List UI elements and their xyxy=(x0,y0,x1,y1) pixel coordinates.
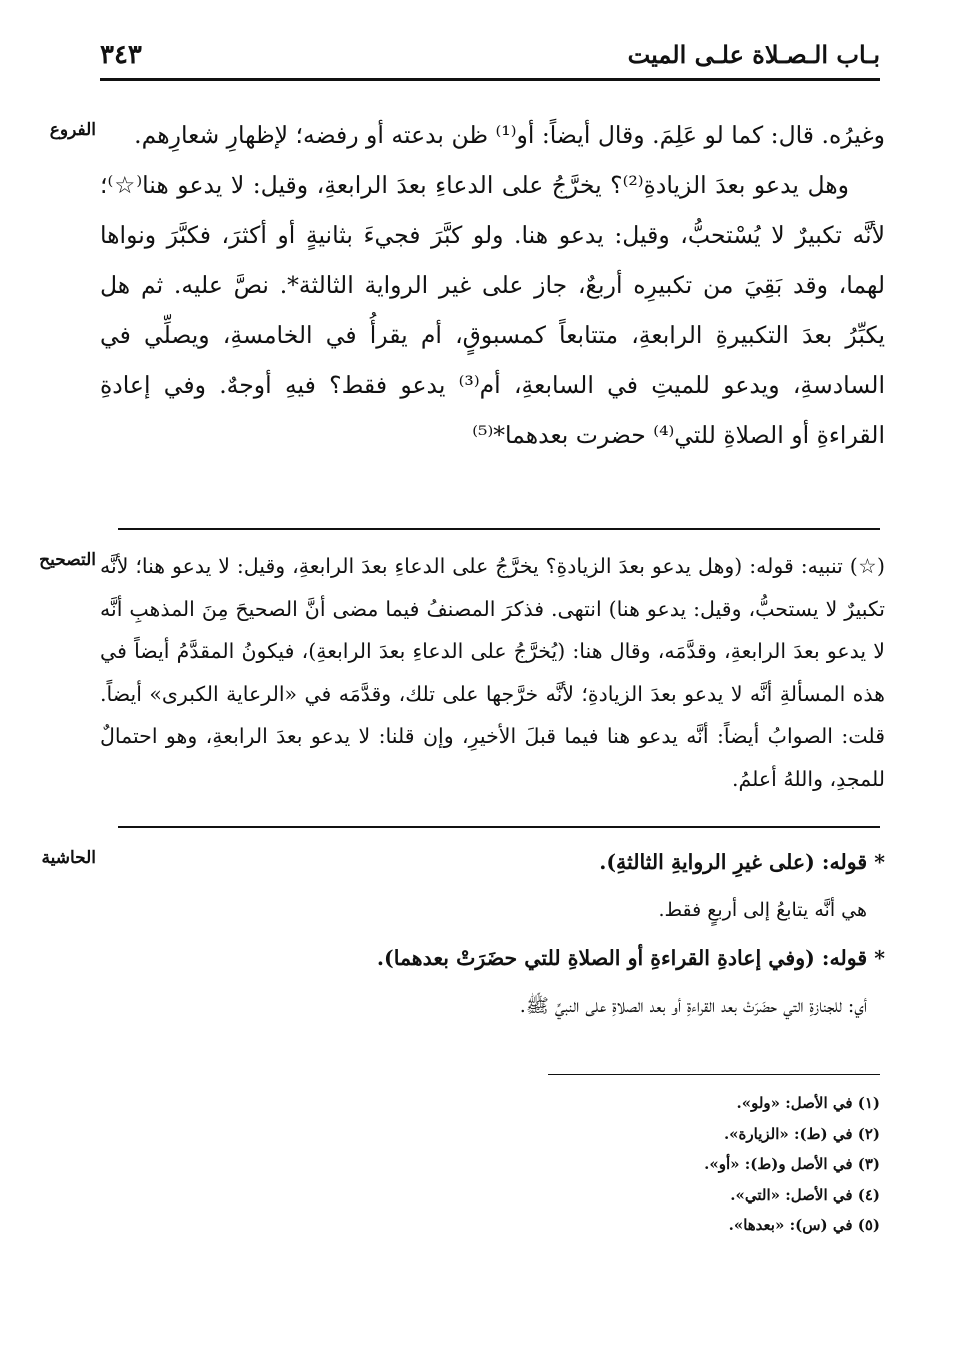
footnote-4: (٤) في الأصل: «التي». xyxy=(730,1185,880,1204)
footnote-5: (٥) في (س): «بعدها». xyxy=(728,1216,880,1234)
tashih-section xyxy=(100,545,885,800)
furu-paragraph-2: وهل يدعو بعدَ الزيادةِ⁽²⁾؟ يخرَّجُ على الدعاءِ بعدَ الرابعةِ، وقيل: لا يدعو هنا⁽☆⁾؛ لأنَّه تكبيرٌ لا يُسْتحبُّ، وقيل: يدعو هنا. ولو كبَّرَ فجيءَ بثانيةٍ أو أكثرَ، فكبَّرَ ونواها لهما، وقد بَقِيَ من تكبيرِه أربعٌ، جاز على غير الرواية الثالثة*. نصَّ عليه. ثم هل يكبِّرُ بعدَ التكبيرةِ الرابعةِ، متتابعاً كمسبوقٍ، أم يقرأُ في الخامسةِ، ويصلِّي في السادسةِ، ويدعو للميتِ في السابعةِ، أم⁽³⁾ يدعو فقط؟ فيهِ أوجهٌ. وفي إعادةِ القراءةِ أو الصلاةِ للتي⁽⁴⁾ حضرت بعدهما*⁽⁵⁾ xyxy=(100,171,885,449)
footnote-divider xyxy=(548,1074,880,1075)
hashiya-quote-1: * قوله: (على غيرِ الروايةِ الثالثةِ). xyxy=(599,850,885,874)
hashiya-section xyxy=(100,848,885,1040)
page-number: ٣٤٣ xyxy=(100,40,142,70)
tashih-paragraph: (☆) تنبيه: قوله: (وهل يدعو بعدَ الزيادةِ؟ يخرَّجُ على الدعاءِ بعدَ الرابعةِ، وقيل: لا يدعو هنا؛ لأنَّه تكبيرٌ لا يستحبُّ، وقيل: يدعو هنا) انتهى. فذكرَ المصنفُ فيما مضى أنَّ الصحيحَ مِنَ المذهبِ أنَّه لا يدعو بعدَ الرابعةِ، وقدَّمَه، وقال هنا: (يُخرَّجُ على الدعاءِ بعدَ الرابعةِ)، فيكونُ المقدَّمُ أيضاً في هذه المسألةِ أنَّه لا يدعو بعدَ الزيادةِ؛ لأنَّه خرَّجها على تلك، وقدَّمَه في «الرعاية الكبرى» أيضاً. قلت: الصوابُ أيضاً: أنَّه يدعو هنا فيما قبلَ الأخيرِ، وإن قلنا: لا يدعو بعدَ الرابعةِ، وهو احتمالٌ للمجدِ، واللهُ أعلمُ. xyxy=(100,554,885,791)
page-header xyxy=(100,40,880,74)
footnote-2: (٢) في (ط): «الزيارة». xyxy=(723,1124,880,1143)
margin-label-hashiya: الحاشية xyxy=(41,848,96,868)
header-divider xyxy=(100,78,880,81)
section-divider-1 xyxy=(118,528,880,530)
furu-section xyxy=(100,110,885,460)
hashiya-answer-1: هي أنَّه يتابعُ إلى أربعٍ فقط. xyxy=(658,899,867,921)
margin-label-tashih: التصحيح xyxy=(39,550,96,570)
section-divider-2 xyxy=(118,826,880,828)
margin-label-furu: الفروع xyxy=(49,120,96,140)
footnote-1: (١) في الأصل: «ولو». xyxy=(736,1094,880,1112)
hashiya-quote-2: * قوله: (وفي إعادةِ القراءةِ أو الصلاةِ للتي حضَرَتْ بعدهما). xyxy=(376,946,885,970)
running-title: بـاب الـصـلاة علـى الميت xyxy=(627,40,880,69)
footnotes xyxy=(704,1088,880,1241)
furu-paragraph-1: وغيرُه. قال: كما لو عَلِمَ. وقال أيضاً: أو⁽¹⁾ ظن بدعته أو رفضه؛ لإظهارِ شعارِهم. xyxy=(134,121,885,149)
hashiya-answer-2: أي: للجنازةِ التي حضَرَتْ بعد القراءةِ أو بعد الصلاةِ على النبيِّ ﷺ. xyxy=(519,995,867,1017)
footnote-3: (٣) في الأصل و(ط): «أو». xyxy=(704,1155,880,1173)
